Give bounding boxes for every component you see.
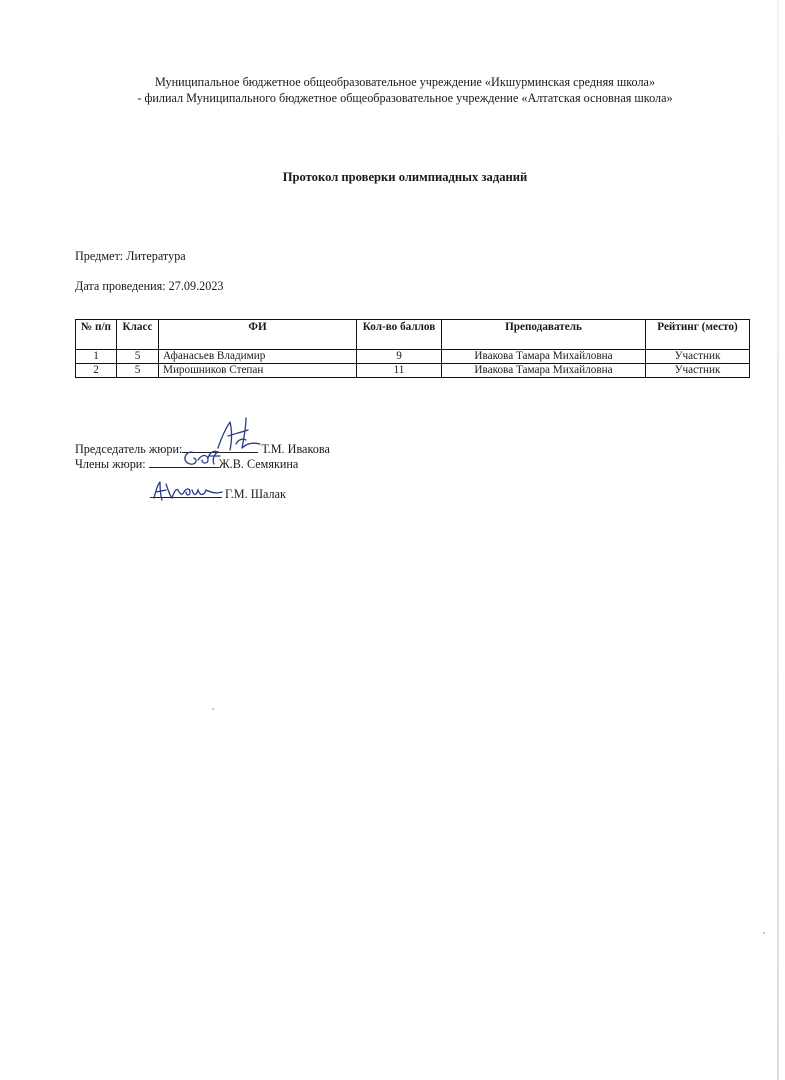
header-teacher: Преподаватель xyxy=(442,320,646,350)
date-line: Дата проведения: 27.09.2023 xyxy=(75,279,224,293)
table-row xyxy=(76,350,750,364)
signature-line xyxy=(150,486,222,498)
header-number: № п/п xyxy=(76,320,117,350)
scan-speck xyxy=(212,708,214,710)
signature-line xyxy=(149,456,219,468)
cell-rating: Участник xyxy=(646,350,750,364)
document-header xyxy=(60,74,750,106)
jury-chair-name: Т.М. Ивакова xyxy=(261,442,330,456)
page-edge xyxy=(777,0,779,1080)
table-header-row xyxy=(76,320,750,350)
jury-members-line xyxy=(75,456,298,472)
cell-number: 1 xyxy=(76,350,117,364)
cell-number: 2 xyxy=(76,364,117,378)
cell-teacher: Ивакова Тамара Михайловна xyxy=(442,364,646,378)
subject-line: Предмет: Литература xyxy=(75,249,186,263)
document-title: Протокол проверки олимпиадных заданий xyxy=(282,170,528,184)
jury-member-2-line xyxy=(150,486,286,502)
jury-members-label: Члены жюри: xyxy=(75,457,146,471)
cell-class: 5 xyxy=(117,350,159,364)
cell-teacher: Ивакова Тамара Михайловна xyxy=(442,350,646,364)
table-row xyxy=(76,364,750,378)
signature-line xyxy=(182,441,258,453)
cell-rating: Участник xyxy=(646,364,750,378)
cell-score: 11 xyxy=(357,364,442,378)
cell-name: Мирошников Степан xyxy=(159,364,357,378)
scan-speck xyxy=(763,932,765,934)
header-rating: Рейтинг (место) xyxy=(646,320,750,350)
jury-member-2: Г.М. Шалак xyxy=(225,487,286,501)
jury-member-1: Ж.В. Семякина xyxy=(218,457,299,471)
jury-chair-line xyxy=(75,441,330,457)
header-line-2: - филиал Муниципального бюджетное общеобразовательное учреждение «Алтатская основная школа» xyxy=(137,91,673,105)
header-class: Класс xyxy=(117,320,159,350)
header-score: Кол-во баллов xyxy=(357,320,442,350)
cell-class: 5 xyxy=(117,364,159,378)
cell-name: Афанасьев Владимир xyxy=(159,350,357,364)
header-line-1: Муниципальное бюджетное общеобразовательное учреждение «Икшурминская средняя школа» xyxy=(154,75,656,89)
jury-chair-label: Председатель жюри: xyxy=(75,442,183,456)
cell-score: 9 xyxy=(357,350,442,364)
header-name: ФИ xyxy=(159,320,357,350)
results-table xyxy=(75,319,750,378)
